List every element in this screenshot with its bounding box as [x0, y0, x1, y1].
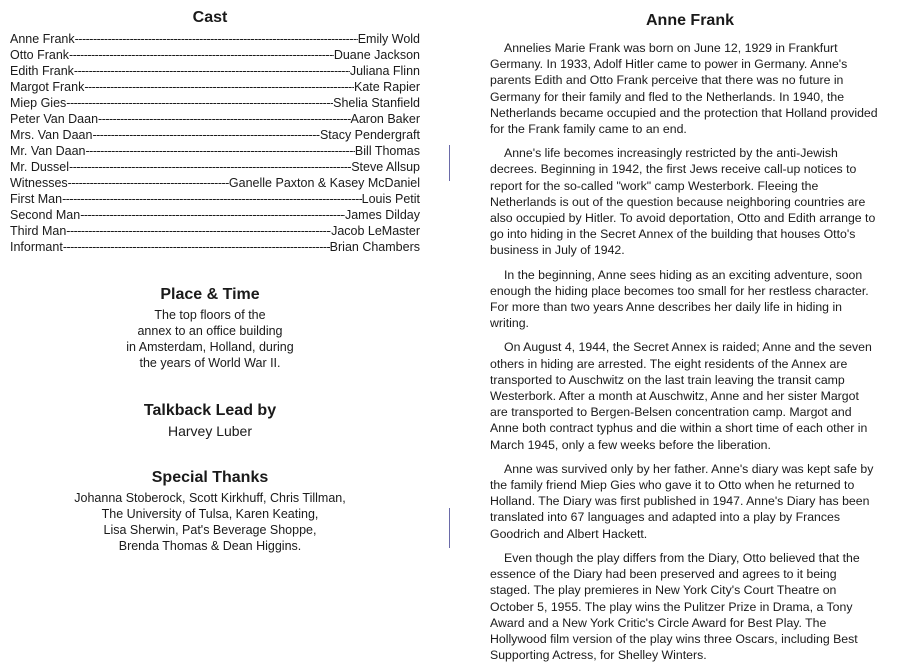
- article-title: Anne Frank: [645, 12, 734, 29]
- cast-row: [10, 207, 420, 223]
- cast-role: Mrs. Van Daan: [10, 128, 93, 142]
- cast-heading: Cast: [192, 9, 228, 26]
- cast-row: [10, 143, 420, 159]
- leader-dashes: [80, 207, 345, 223]
- leader-dashes: [86, 143, 355, 159]
- cast-actor: Stacy Pendergraft: [319, 128, 420, 142]
- cast-row: [10, 31, 420, 47]
- leader-dashes: [69, 47, 334, 63]
- cast-role: Otto Frank: [10, 48, 70, 62]
- place-time-section: [0, 286, 420, 371]
- article-paragraph: Even though the play differs from the Diary, Otto believed that the essence of the Diary had been preserved and agrees to it being staged. The play premieres in New York City's Court Theatre on October 5, 1955. The play wins the Pulitzer Prize in Drama, a Tony Award and a New York Critic's Circle Award for Best Play. The Hollywood film version of the play wins three Oscars, including Best Supporting Actress, for Shelley Winters.: [490, 550, 860, 663]
- cast-row: [10, 159, 420, 175]
- text-line: annex to an office building: [137, 324, 283, 338]
- cast-role: Anne Frank: [10, 32, 75, 46]
- margin-mark: [449, 145, 450, 181]
- cast-role: Miep Gies: [10, 96, 67, 110]
- leader-dashes: [98, 111, 350, 127]
- cast-row: [10, 111, 420, 127]
- cast-role: Second Man: [10, 208, 81, 222]
- cast-role: Margot Frank: [10, 80, 85, 94]
- cast-role: Third Man: [10, 224, 67, 238]
- leader-dashes: [66, 95, 333, 111]
- text-line: Johanna Stoberock, Scott Kirkhuff, Chris Tillman,: [74, 491, 346, 505]
- cast-role: Edith Frank: [10, 64, 74, 78]
- cast-actor: Steve Allsup: [351, 160, 420, 174]
- cast-role: Informant: [10, 240, 63, 254]
- cast-actor: Bill Thomas: [354, 144, 420, 158]
- text-line: Lisa Sherwin, Pat's Beverage Shoppe,: [103, 523, 317, 537]
- leader-dashes: [75, 31, 358, 47]
- cast-actor: Ganelle Paxton & Kasey McDaniel: [228, 176, 420, 190]
- article-body: [490, 40, 880, 663]
- cast-row: [10, 127, 420, 143]
- article-paragraph: In the beginning, Anne sees hiding as an exciting adventure, soon enough the hiding place becomes too small for her restless character. For more than two years Anne describes her daily life in hiding in writing.: [490, 267, 869, 331]
- place-time-text: [0, 307, 420, 371]
- cast-role: Peter Van Daan: [10, 112, 99, 126]
- text-line: The top floors of the: [154, 308, 266, 322]
- cast-row: [10, 95, 420, 111]
- leader-dashes: [74, 63, 350, 79]
- special-thanks-text: [0, 490, 420, 554]
- text-line: Brenda Thomas & Dean Higgins.: [118, 539, 302, 553]
- cast-actor: Kate Rapier: [353, 80, 420, 94]
- cast-actor: James Dilday: [344, 208, 420, 222]
- cast-actor: Duane Jackson: [333, 48, 420, 62]
- article-paragraph: Anne was survived only by her father. Anne's diary was kept safe by the family friend Miep Gies who gave it to Otto when he returned to Holland. The Diary was first published in 1947. Anne's Diary has been translated into 67 languages and adapted into a play by Frances Goodrich and Albert Hackett.: [490, 461, 874, 541]
- cast-list: [10, 31, 420, 255]
- cast-row: [10, 175, 420, 191]
- leader-dashes: [68, 175, 229, 191]
- cast-actor: Emily Wold: [357, 32, 420, 46]
- program-left-page: [0, 0, 430, 659]
- cast-row: [10, 79, 420, 95]
- text-line: the years of World War II.: [139, 356, 281, 370]
- leader-dashes: [84, 79, 354, 95]
- cast-row: [10, 47, 420, 63]
- cast-role: Mr. Dussel: [10, 160, 70, 174]
- cast-actor: Aaron Baker: [350, 112, 420, 126]
- cast-actor: Louis Petit: [361, 192, 420, 206]
- margin-mark: [449, 508, 450, 548]
- place-time-heading: Place & Time: [160, 286, 260, 303]
- cast-role: First Man: [10, 192, 63, 206]
- cast-actor: Juliana Flinn: [349, 64, 420, 78]
- text-line: The University of Tulsa, Karen Keating,: [101, 507, 319, 521]
- text-line: in Amsterdam, Holland, during: [126, 340, 294, 354]
- leader-dashes: [63, 239, 330, 255]
- cast-role: Witnesses: [10, 176, 68, 190]
- article-paragraph: Annelies Marie Frank was born on June 12, 1929 in Frankfurt Germany. In 1933, Adolf Hitler came to power in Germany. Anne's parents Edith and Otto Frank perceive that there was no future in Germany for their family and fled to the Netherlands. In 1940, the Netherlands became occupied and the protection that Holland provided for the Frank family came to an end.: [490, 41, 878, 137]
- article-paragraph: Anne's life becomes increasingly restricted by the anti-Jewish decrees. Beginning in 1942, the first Jews receive call-up notices to report for the so-called "work" camp Westerbork. Fleeing the Netherlands is out of the question because neighboring countries are also occupied by Hitler. To avoid deportation, Otto and Edith arrange to go into hiding in the Secret Annex of the building that houses Otto's business in July of 1942.: [490, 146, 876, 258]
- talkback-section: [0, 402, 420, 440]
- talkback-heading: Talkback Lead by: [143, 402, 277, 419]
- cast-row: [10, 223, 420, 239]
- cast-row: [10, 239, 420, 255]
- cast-row: [10, 191, 420, 207]
- cast-actor: Shelia Stanfield: [333, 96, 420, 110]
- cast-role: Mr. Van Daan: [10, 144, 86, 158]
- cast-row: [10, 63, 420, 79]
- cast-actor: Brian Chambers: [329, 240, 420, 254]
- leader-dashes: [92, 127, 319, 143]
- article-paragraph: On August 4, 1944, the Secret Annex is raided; Anne and the seven others in hiding are arrested. The eight residents of the Annex are transported to Auschwitz on the last train leaving the transit camp Westerbork. After a month at Auschwitz, Anne and her sister Margot are transported to Bergen-Belsen concentration camp. Margot and Anne both contract typhus and die within a short time of each other in March 1945, only a few weeks before the liberation.: [490, 340, 872, 452]
- leader-dashes: [66, 223, 331, 239]
- talkback-name: Harvey Luber: [167, 423, 253, 439]
- leader-dashes: [62, 191, 362, 207]
- cast-actor: Jacob LeMaster: [331, 224, 420, 238]
- special-thanks-section: [0, 469, 420, 554]
- program-right-page: [490, 0, 890, 663]
- leader-dashes: [69, 159, 351, 175]
- special-thanks-heading: Special Thanks: [151, 469, 269, 486]
